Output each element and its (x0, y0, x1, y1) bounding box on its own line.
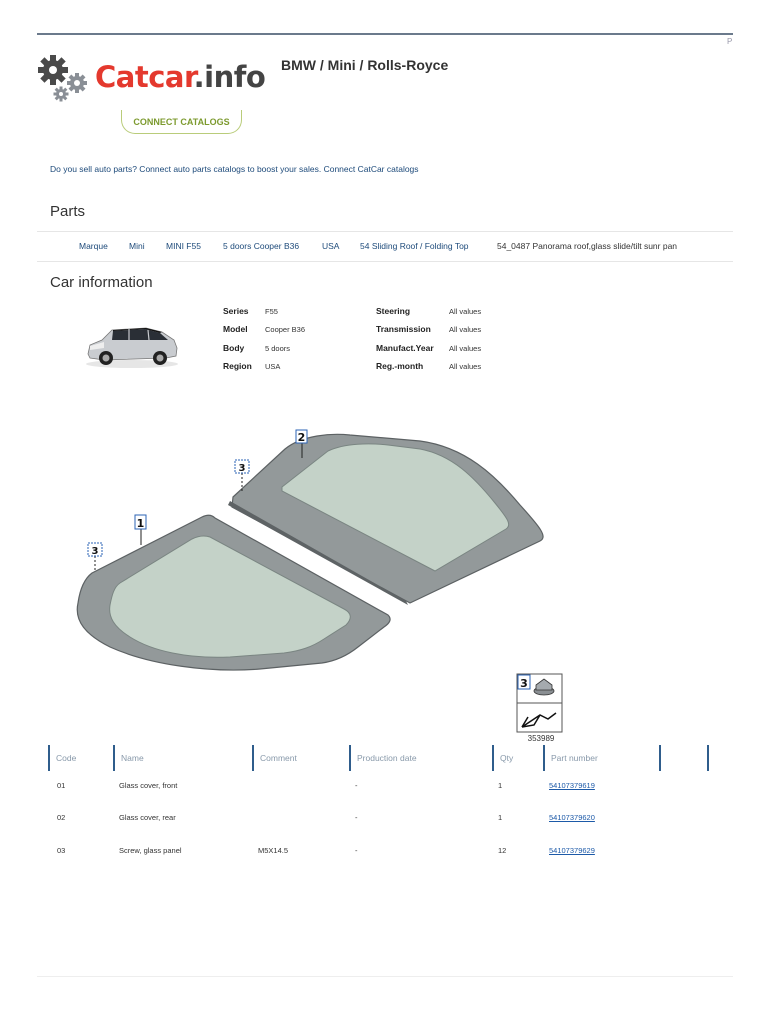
row-part-number-link[interactable]: 54107379619 (549, 781, 595, 790)
info-label-reg-month: Reg.-month (376, 361, 424, 371)
breadcrumb-body[interactable]: 5 doors Cooper B36 (223, 241, 300, 251)
column-comment[interactable]: Comment (252, 745, 349, 771)
info-label-series: Series (223, 306, 249, 316)
table-row[interactable] (48, 846, 713, 866)
table-row[interactable] (48, 813, 713, 833)
info-value-steering: All values (449, 307, 482, 316)
callout-1[interactable]: 1 (136, 517, 145, 530)
row-code: 03 (57, 846, 66, 855)
parts-table-header (48, 745, 713, 771)
row-name: Screw, glass panel (119, 846, 182, 855)
row-date: - (355, 813, 358, 822)
info-label-region: Region (223, 361, 252, 371)
info-value-reg-month: All values (449, 362, 482, 371)
parts-title: Parts (50, 203, 86, 220)
column-qty[interactable]: Qty (492, 745, 543, 771)
bottom-divider (37, 976, 733, 977)
connect-catalogs-button[interactable]: CONNECT CATALOGS (121, 110, 242, 134)
info-value-body: 5 doors (265, 344, 291, 353)
breadcrumb-current: 54_0487 Panorama roof,glass slide/tilt sunr pan (497, 241, 678, 251)
car-image (82, 318, 182, 370)
column-end-rule (707, 745, 709, 771)
row-name: Glass cover, front (119, 781, 178, 790)
promo-link[interactable]: Do you sell auto parts? Connect auto parts catalogs to boost your sales. Connect CatCar catalogs (50, 164, 419, 174)
info-label-model: Model (223, 324, 248, 334)
info-label-transmission: Transmission (376, 324, 431, 334)
info-value-model: Cooper B36 (265, 325, 306, 334)
info-label-steering: Steering (376, 306, 411, 316)
logo-text-domain: .info (193, 60, 266, 94)
row-part-number-link[interactable]: 54107379629 (549, 846, 595, 855)
logo-text-brand: Catcar (95, 60, 194, 94)
row-date: - (355, 846, 358, 855)
info-value-region: USA (265, 362, 281, 371)
gears-icon (37, 50, 97, 106)
callout-3-rear[interactable]: 3 (238, 463, 246, 474)
info-label-body: Body (223, 343, 245, 353)
brand-title: BMW / Mini / Rolls-Royce (281, 57, 449, 73)
site-logo[interactable] (37, 50, 266, 106)
column-production-date[interactable]: Production date (349, 745, 492, 771)
row-comment: M5X14.5 (258, 846, 289, 855)
car-info-title: Car information (50, 274, 153, 291)
row-date: - (355, 781, 358, 790)
column-name[interactable]: Name (113, 745, 252, 771)
callout-3-inset[interactable]: 3 (520, 677, 528, 690)
breadcrumb-mini[interactable]: Mini (129, 241, 145, 251)
row-code: 01 (57, 781, 66, 790)
row-qty: 12 (498, 846, 507, 855)
row-qty: 1 (498, 813, 503, 822)
breadcrumb-region[interactable]: USA (322, 241, 340, 251)
breadcrumb-marque[interactable]: Marque (79, 241, 108, 251)
parts-diagram (70, 425, 570, 750)
table-row[interactable] (48, 781, 713, 801)
breadcrumb-group[interactable]: 54 Sliding Roof / Folding Top (360, 241, 469, 251)
callout-2[interactable]: 2 (297, 431, 306, 444)
column-code[interactable]: Code (48, 745, 113, 771)
column-extra (659, 745, 707, 771)
info-value-transmission: All values (449, 325, 482, 334)
info-value-manufact-year: All values (449, 344, 482, 353)
info-value-series: F55 (265, 307, 278, 316)
top-divider (37, 33, 733, 35)
breadcrumb-model[interactable]: MINI F55 (166, 241, 201, 251)
breadcrumb (37, 231, 733, 262)
row-part-number-link[interactable]: 54107379620 (549, 813, 595, 822)
image-number: 353989 (527, 734, 555, 743)
info-label-manufact-year: Manufact.Year (376, 343, 434, 353)
column-part-number[interactable]: Part number (543, 745, 659, 771)
callout-3-front[interactable]: 3 (91, 546, 99, 557)
row-code: 02 (57, 813, 66, 822)
corner-text: P (727, 37, 733, 46)
row-qty: 1 (498, 781, 503, 790)
row-name: Glass cover, rear (119, 813, 176, 822)
logo-text (95, 60, 265, 94)
screw-inset[interactable] (517, 674, 562, 732)
